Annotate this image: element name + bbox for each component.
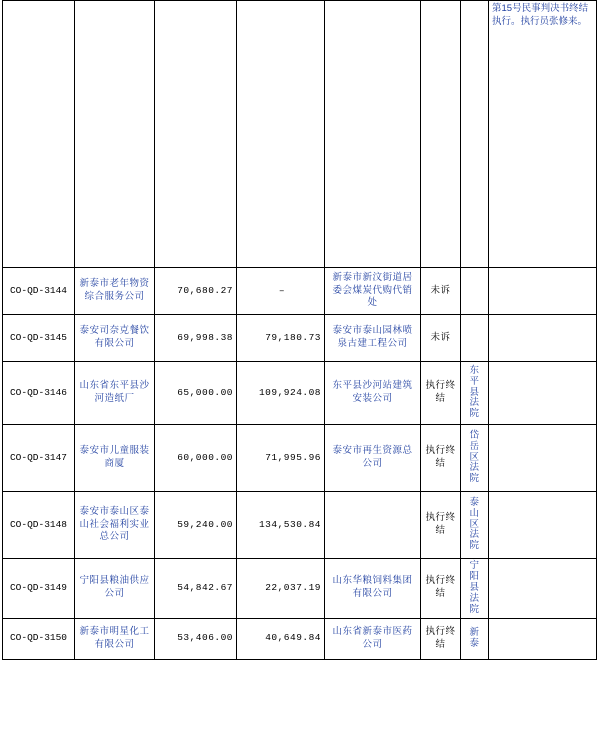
cell-amount1: 70,680.27 xyxy=(155,268,237,315)
cell-court xyxy=(461,425,489,492)
cell-court xyxy=(461,1,489,268)
cell-amount1: 53,406.00 xyxy=(155,618,237,659)
cell-creditor: 泰安司奈克餐饮有限公司 xyxy=(75,315,155,362)
cell-court xyxy=(461,268,489,315)
cell-amount2: 79,180.73 xyxy=(237,315,325,362)
cell-amount2: 22,037.19 xyxy=(237,559,325,619)
cell-id: CO-QD-3148 xyxy=(3,492,75,559)
table-row xyxy=(3,618,597,659)
table-row xyxy=(3,425,597,492)
cell-amount2: 134,530.84 xyxy=(237,492,325,559)
cell-creditor: 泰安市儿童服装商厦 xyxy=(75,425,155,492)
cell-debtor: 泰安市再生资源总公司 xyxy=(325,425,421,492)
cell-id: CO-QD-3145 xyxy=(3,315,75,362)
cell-amount1: 69,998.38 xyxy=(155,315,237,362)
cell-debtor: 泰安市泰山园林喷泉古建工程公司 xyxy=(325,315,421,362)
cell-amount2: 71,995.96 xyxy=(237,425,325,492)
table-row xyxy=(3,362,597,425)
court-label: 泰山区法院 xyxy=(469,496,480,552)
cell-note xyxy=(489,362,597,425)
cell-status: 执行终结 xyxy=(421,559,461,619)
court-label: 宁阳县法院 xyxy=(469,560,480,615)
cell-note xyxy=(489,425,597,492)
cell-debtor: 山东省新泰市医药公司 xyxy=(325,618,421,659)
cell-id: CO-QD-3149 xyxy=(3,559,75,619)
cell-id: CO-QD-3147 xyxy=(3,425,75,492)
cell-note xyxy=(489,492,597,559)
cell-creditor xyxy=(75,1,155,268)
cell-amount2: 109,924.08 xyxy=(237,362,325,425)
cell-amount1: 59,240.00 xyxy=(155,492,237,559)
cell-court xyxy=(461,492,489,559)
cell-status xyxy=(421,1,461,268)
cell-court xyxy=(461,362,489,425)
cell-amount1: 54,842.67 xyxy=(155,559,237,619)
cell-creditor: 新泰市明星化工有限公司 xyxy=(75,618,155,659)
cell-amount1 xyxy=(155,1,237,268)
cell-court xyxy=(461,559,489,619)
cell-creditor: 新泰市老年物资综合服务公司 xyxy=(75,268,155,315)
cell-status: 未诉 xyxy=(421,315,461,362)
cell-amount1: 60,000.00 xyxy=(155,425,237,492)
cell-amount1: 65,000.00 xyxy=(155,362,237,425)
cell-note xyxy=(489,268,597,315)
cell-debtor: 山东华粮饲料集团有限公司 xyxy=(325,559,421,619)
cell-id: CO-QD-3144 xyxy=(3,268,75,315)
cell-debtor: 新泰市新汶街道居委会煤炭代购代销处 xyxy=(325,268,421,315)
cell-creditor: 宁阳县粮油供应公司 xyxy=(75,559,155,619)
table-row xyxy=(3,315,597,362)
cell-note xyxy=(489,559,597,619)
cell-debtor xyxy=(325,1,421,268)
cell-id: CO-QD-3150 xyxy=(3,618,75,659)
cell-creditor: 泰安市泰山区泰山社会福利实业总公司 xyxy=(75,492,155,559)
cell-status: 执行终结 xyxy=(421,618,461,659)
table-row-continued xyxy=(3,1,597,268)
cell-creditor: 山东省东平县沙河造纸厂 xyxy=(75,362,155,425)
cell-amount2: – xyxy=(237,268,325,315)
court-label: 岱岳区法院 xyxy=(469,429,480,485)
cell-debtor: 东平县沙河站建筑安装公司 xyxy=(325,362,421,425)
table-row xyxy=(3,492,597,559)
table-row xyxy=(3,559,597,619)
table-row xyxy=(3,268,597,315)
cell-status: 执行终结 xyxy=(421,492,461,559)
cell-status: 未诉 xyxy=(421,268,461,315)
court-label: 东平县法院 xyxy=(469,364,480,420)
cell-id: CO-QD-3146 xyxy=(3,362,75,425)
cell-amount2 xyxy=(237,1,325,268)
cell-status: 执行终结 xyxy=(421,362,461,425)
cell-note xyxy=(489,315,597,362)
cell-amount2: 40,649.84 xyxy=(237,618,325,659)
creditor-claims-table xyxy=(2,0,597,660)
court-label: 新泰 xyxy=(469,626,480,649)
cell-court xyxy=(461,315,489,362)
cell-court xyxy=(461,618,489,659)
cell-note: 第15号民事判决书终结执行。执行员张修来。 xyxy=(489,1,597,268)
cell-debtor xyxy=(325,492,421,559)
cell-status: 执行终结 xyxy=(421,425,461,492)
cell-id xyxy=(3,1,75,268)
cell-note xyxy=(489,618,597,659)
